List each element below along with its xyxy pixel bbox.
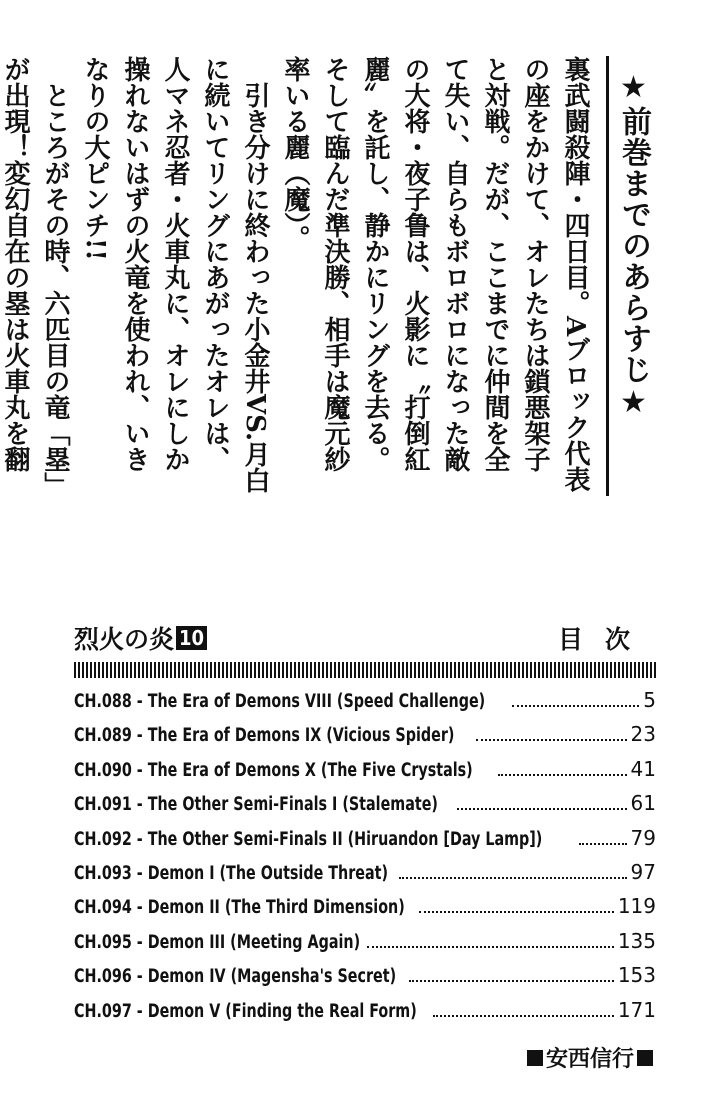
- volume-badge: 10: [176, 626, 207, 650]
- leader-dots: [433, 1015, 614, 1017]
- chapter-title: CH.089 - The Era of Demons IX (Vicious Spider): [74, 725, 455, 747]
- square-bullet-icon: [637, 1050, 653, 1066]
- chapter-title: CH.092 - The Other Semi-Finals II (Hiruandon [Day Lamp]): [74, 828, 543, 850]
- toc-entry[interactable]: [74, 757, 656, 791]
- chapter-title: CH.091 - The Other Semi-Finals I (Stalemate): [74, 794, 438, 816]
- series-title: [74, 620, 207, 656]
- toc-entry[interactable]: [74, 826, 656, 860]
- page-number: 23: [630, 722, 656, 747]
- toc-header: [74, 620, 656, 656]
- toc-list: [74, 688, 656, 1032]
- toc-label: 目次: [557, 625, 652, 654]
- toc-entry[interactable]: [74, 688, 656, 722]
- synopsis-paragraph: ところがその時、六匹目の竜「塁」が出現！変幻自在の塁は火車丸を翻: [0, 56, 70, 485]
- leader-dots: [457, 808, 626, 810]
- leader-dots: [409, 980, 614, 982]
- chapter-title: CH.093 - Demon I (The Outside Threat): [74, 862, 389, 884]
- leader-dots: [399, 877, 626, 879]
- synopsis-section: [0, 56, 655, 496]
- chapter-title: CH.096 - Demon IV (Magensha's Secret): [74, 966, 397, 988]
- synopsis-paragraph: 裏武闘殺陣・四日目。Aブロック代表の座をかけて、オレたちは鎖悪架子と対戦。だが、ここまでに仲間を全て失い、自らもボロボロになった敵の大将・夜子鲁は、火影に〝打倒紅麗〟を託し、静かにリングを去る。そして臨んだ準決勝、相手は魔元紗率いる麗（魔）。: [280, 56, 590, 493]
- chapter-title: CH.088 - The Era of Demons VIII (Speed Challenge): [74, 691, 486, 712]
- synopsis-heading-bar: [606, 56, 655, 496]
- leader-dots: [579, 843, 627, 845]
- divider-ruler: [74, 662, 656, 678]
- toc-entry[interactable]: [74, 929, 656, 963]
- leader-dots: [419, 911, 614, 913]
- page-number: 119: [617, 894, 656, 919]
- toc-entry[interactable]: [74, 722, 656, 756]
- author-credit: [524, 1042, 656, 1073]
- series-title-text: 烈火の炎: [74, 625, 175, 654]
- toc-entry[interactable]: [74, 860, 656, 894]
- page-number: 135: [617, 928, 656, 953]
- toc-entry[interactable]: [74, 998, 656, 1032]
- page-number: 171: [617, 997, 656, 1022]
- page-number: 41: [630, 756, 656, 781]
- synopsis-heading: ★前巻までのあらすじ★: [616, 70, 651, 421]
- leader-dots: [367, 946, 614, 948]
- page-number: 79: [630, 825, 656, 850]
- toc-entry[interactable]: [74, 894, 656, 928]
- author-name: 安西信行: [545, 1047, 634, 1072]
- chapter-title: CH.097 - Demon V (Finding the Real Form): [74, 1000, 417, 1022]
- synopsis-paragraph: 引き分けに終わった小金井VS.月白に続いてリングにあがったオレは、人マネ忍者・火車丸に、オレにしか操れないはずの火竜を使われ、いきなりの大ピンチ!!: [80, 56, 270, 494]
- page-number: 97: [630, 859, 656, 884]
- synopsis-body: [0, 56, 595, 496]
- toc-entry[interactable]: [74, 963, 656, 997]
- leader-dots: [498, 774, 627, 776]
- chapter-title: CH.095 - Demon III (Meeting Again): [74, 931, 361, 953]
- chapter-title: CH.090 - The Era of Demons X (The Five Crystals): [74, 759, 473, 781]
- square-bullet-icon: [527, 1050, 543, 1066]
- page-number: 61: [630, 791, 656, 816]
- page-number: 153: [617, 963, 656, 988]
- toc-entry[interactable]: [74, 791, 656, 825]
- chapter-title: CH.094 - Demon II (The Third Dimension): [74, 897, 405, 919]
- page-number: 5: [643, 688, 656, 712]
- leader-dots: [476, 739, 626, 741]
- leader-dots: [512, 705, 639, 707]
